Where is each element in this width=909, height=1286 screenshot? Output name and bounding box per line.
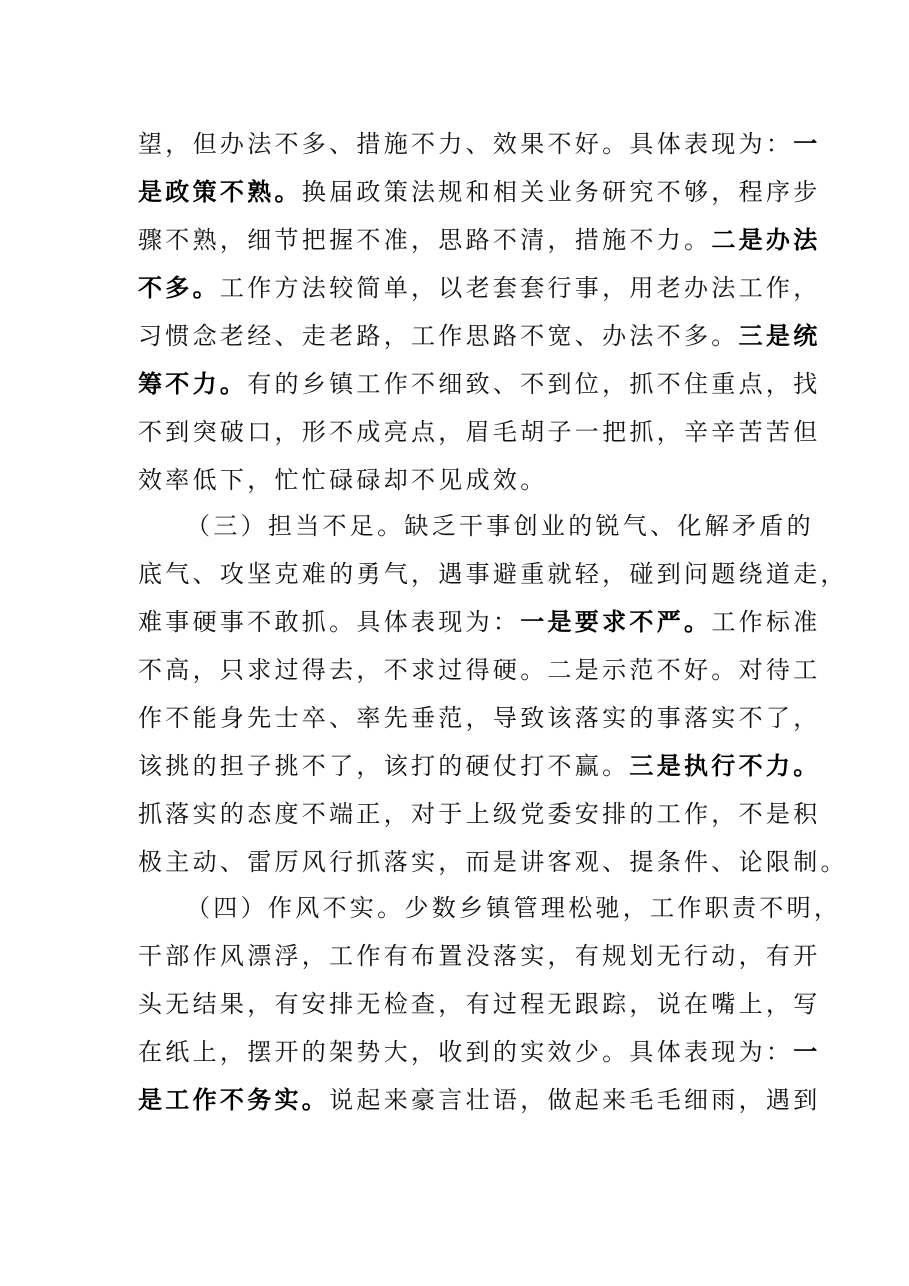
text-run: 不到突破口，形不成亮点，眉毛胡子一把抓，辛辛苦苦但 [138, 418, 821, 446]
text-run: 换届政策法规和相关业务研究不够，程序步 [301, 178, 821, 206]
bold-phrase: 一 [793, 130, 821, 158]
bold-phrase: 一是要求不严。 [520, 608, 712, 636]
text-run: 工作方法较简单，以老套套行事，用老办法工作， [219, 274, 821, 302]
text-run: （三）担当不足。缺乏干事创业的锐气、化解矛盾的 [186, 512, 814, 540]
text-line [138, 312, 821, 360]
text-run: 干部作风漂浮，工作有布置没落实，有规划无行动，有开 [138, 942, 821, 970]
text-run: 在纸上，摆开的架势大，收到的实效少。具体表现为： [138, 1038, 794, 1066]
text-run: 该挑的担子挑不了，该打的硬仗打不赢。 [138, 752, 630, 780]
bold-phrase: 一 [793, 1038, 821, 1066]
text-run: 有的乡镇工作不细致、不到位，抓不住重点，找 [247, 370, 821, 398]
text-line [138, 1028, 821, 1076]
text-line [138, 360, 821, 408]
text-run: 不高，只求过得去，不求过得硬。二是示范不好。对待工 [138, 656, 821, 684]
text-run: 抓落实的态度不端正，对于上级党委安排的工作，不是积 [138, 800, 821, 828]
text-run: 极主动、雷厉风行抓落实，而是讲客观、提条件、论限制。 [138, 848, 848, 876]
text-line [138, 408, 821, 456]
text-line [138, 168, 821, 216]
text-run: 工作标准 [711, 608, 821, 636]
text-line [138, 742, 821, 790]
text-run: 头无结果，有安排无检查，有过程无跟踪，说在嘴上，写 [138, 990, 821, 1018]
text-line [138, 550, 848, 598]
text-line [138, 456, 778, 504]
text-run: 难事硬事不敢抓。具体表现为： [138, 608, 521, 636]
bold-phrase: 是工作不务实。 [138, 1086, 330, 1114]
text-line [138, 120, 821, 168]
text-run: 作不能身先士卒、率先垂范，导致该落实的事落实不了， [138, 704, 821, 732]
text-run: 骤不熟，细节把握不准，思路不清，措施不力。 [138, 226, 712, 254]
text-line [138, 646, 821, 694]
bold-phrase: 二是办法 [711, 226, 821, 254]
text-line [186, 884, 842, 932]
text-line [138, 694, 821, 742]
bold-phrase: 是政策不熟。 [138, 178, 302, 206]
text-run: 习惯念老经、走老路，工作思路不宽、办法不多。 [138, 322, 739, 350]
text-line [186, 502, 814, 550]
bold-phrase: 三是执行不力。 [629, 752, 821, 780]
text-line [138, 598, 821, 646]
text-run: 效率低下，忙忙碌碌却不见成效。 [138, 466, 548, 494]
text-line [138, 838, 848, 886]
text-run: （四）作风不实。少数乡镇管理松驰，工作职责不明， [186, 894, 842, 922]
bold-phrase: 不多。 [138, 274, 220, 302]
text-line [138, 264, 821, 312]
text-run: 说起来豪言壮语，做起来毛毛细雨，遇到 [329, 1086, 821, 1114]
text-line [138, 980, 821, 1028]
bold-phrase: 筹不力。 [138, 370, 248, 398]
text-line [138, 790, 821, 838]
text-line [138, 216, 821, 264]
text-run: 望，但办法不多、措施不力、效果不好。具体表现为： [138, 130, 794, 158]
text-line [138, 932, 821, 980]
text-line [138, 1076, 821, 1124]
text-run: 底气、攻坚克难的勇气，遇事避重就轻，碰到问题绕道走， [138, 560, 848, 588]
bold-phrase: 三是统 [738, 322, 821, 350]
